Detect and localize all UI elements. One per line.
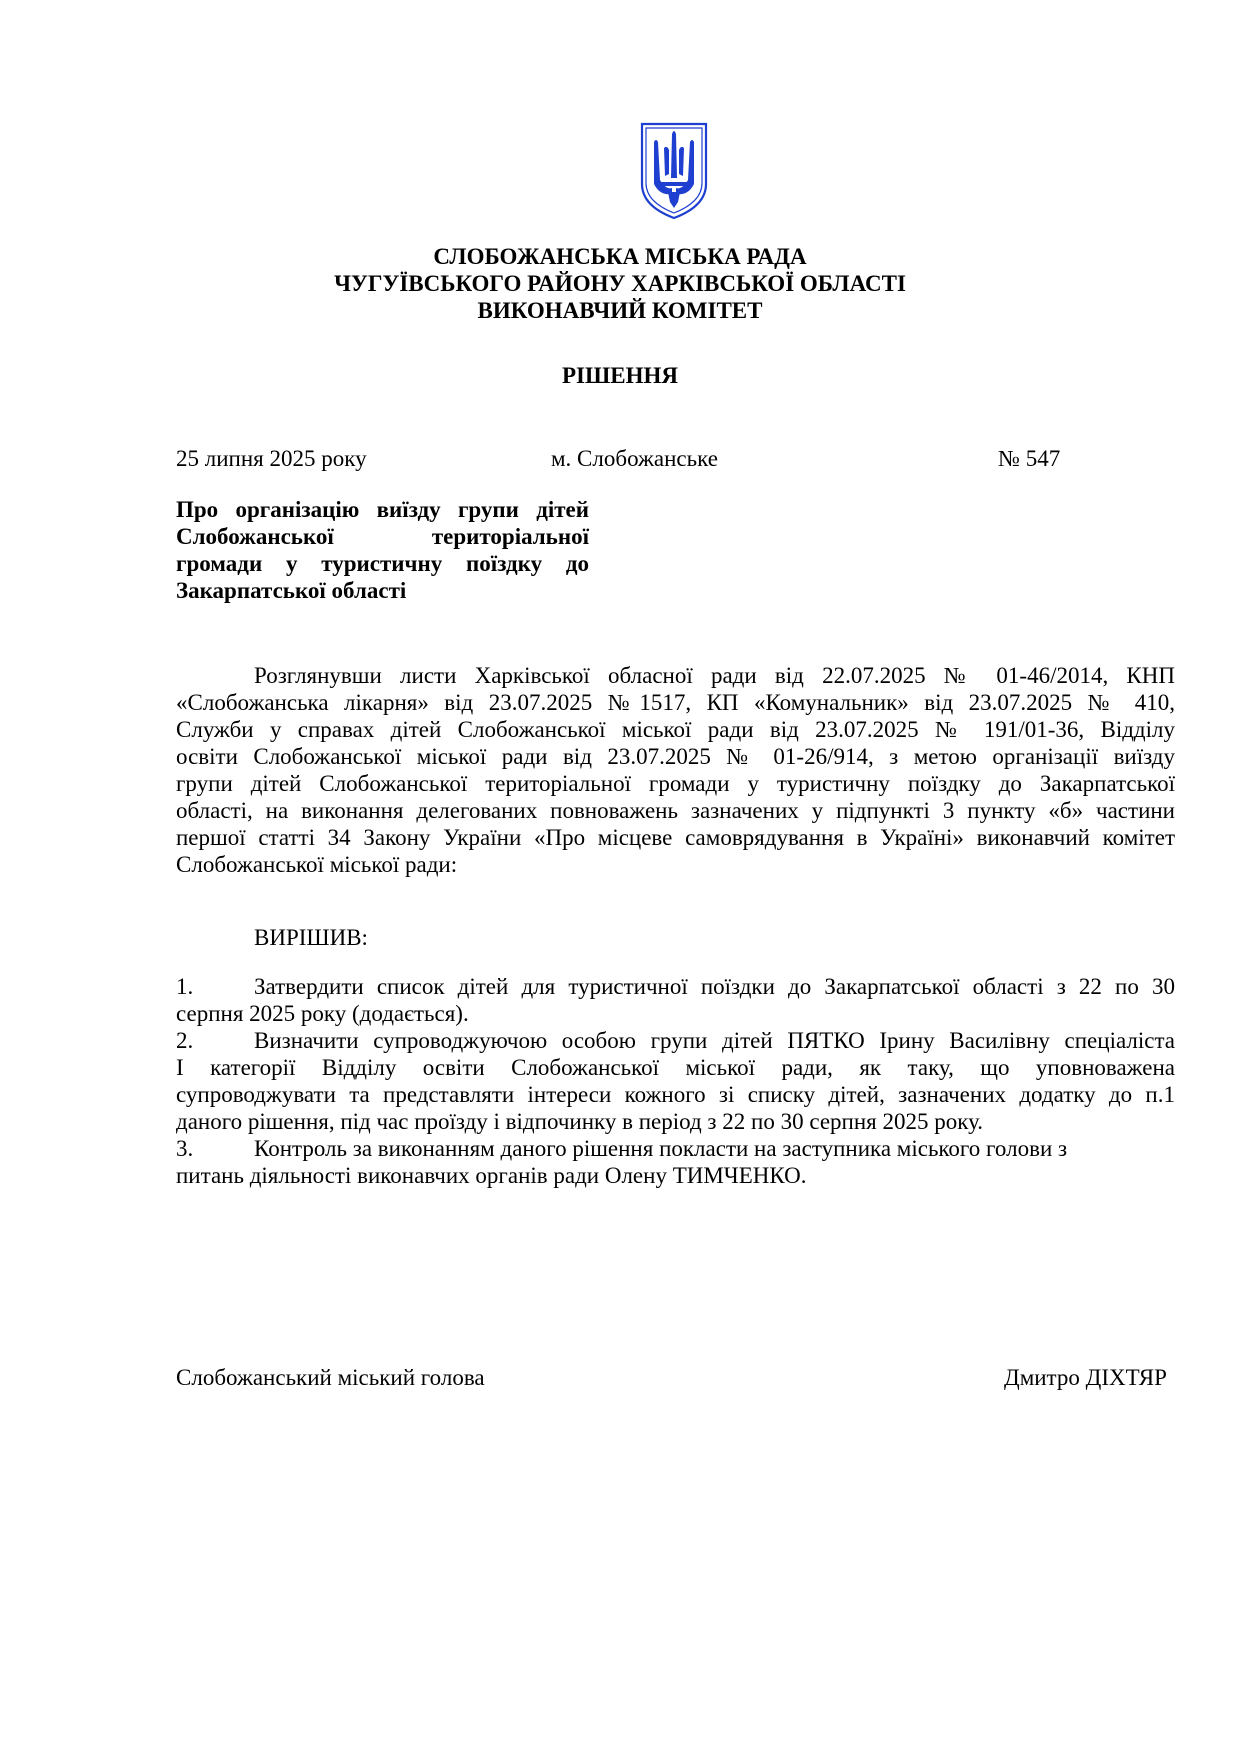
preamble-line: Розглянувши листи Харківської обласної ради від 22.07.2025 № 01-46/2014, КНП xyxy=(254,663,1175,688)
header-line-council: СЛОБОЖАНСЬКА МІСЬКА РАДА xyxy=(433,244,807,269)
preamble xyxy=(176,662,1175,878)
ukraine-trident-emblem-icon xyxy=(638,118,710,220)
subject-line: громади у туристичну поїздку до xyxy=(176,551,589,576)
preamble-line: Служби у справах дітей Слобожанської міської ради від 23.07.2025 № 191/01-36, Відділу xyxy=(176,717,1175,742)
subject-line: Слобожанської територіальної xyxy=(176,524,589,549)
item-number: 3. xyxy=(176,1136,194,1161)
document-title: РІШЕННЯ xyxy=(562,363,678,388)
item-text: І категорії Відділу освіти Слобожанської міської ради, як таку, що уповноважена xyxy=(176,1055,1175,1080)
item-number: 2. xyxy=(176,1028,194,1053)
item-text: Затвердити список дітей для туристичної поїздки до Закарпатської області з 22 по 30 xyxy=(254,974,1175,999)
item-number: 1. xyxy=(176,974,194,999)
item-text: питань діяльності виконавчих органів ради Олену ТИМЧЕНКО. xyxy=(176,1163,807,1188)
preamble-line: освіти Слобожанської міської ради від 23.07.2025 № 01-26/914, з метою організації виїзду xyxy=(176,744,1175,769)
preamble-line: групи дітей Слобожанської територіальної громади у туристичну поїздку до Закарпатської xyxy=(176,771,1175,796)
header-line-committee: ВИКОНАВЧИЙ КОМІТЕТ xyxy=(477,298,763,323)
signature-name: Дмитро ДІХТЯР xyxy=(1004,1365,1167,1390)
preamble-line: Слобожанської міської ради: xyxy=(176,852,458,877)
item-text: Контроль за виконанням даного рішення покласти на заступника міського голови з xyxy=(254,1136,1068,1161)
item-text: Визначити супроводжуючою особою групи дітей ПЯТКО Ірину Василівну спеціаліста xyxy=(254,1028,1175,1053)
decision-item xyxy=(176,1027,1175,1135)
preamble-line: першої статті 34 Закону України «Про місцеве самоврядування в Україні» виконавчий комітет xyxy=(176,825,1175,850)
decision-subject xyxy=(176,496,589,604)
signature-position: Слобожанський міський голова xyxy=(176,1365,485,1390)
council-header xyxy=(0,243,1240,324)
subject-line: Закарпатської області xyxy=(176,578,407,603)
decision-place: м. Слобожанське xyxy=(551,446,718,471)
decision-items xyxy=(176,973,1175,1189)
preamble-line: області, на виконання делегованих повноважень зазначених у підпункті 3 пункту «б» частини xyxy=(176,798,1175,823)
subject-line: Про організацію виїзду групи дітей xyxy=(176,497,589,522)
item-text: супроводжувати та представляти інтереси кожного зі списку дітей, зазначених додатку до п.1 xyxy=(176,1082,1175,1107)
item-text: серпня 2025 року (додається). xyxy=(176,1001,469,1026)
item-text: даного рішення, під час проїзду і відпочинку в період з 22 по 30 серпня 2025 року. xyxy=(176,1109,984,1134)
decision-item xyxy=(176,973,1175,1027)
decided-heading: ВИРІШИВ: xyxy=(254,925,368,950)
preamble-line: «Слобожанська лікарня» від 23.07.2025 №1517, КП «Комунальник» від 23.07.2025 № 410, xyxy=(176,690,1175,715)
decision-number: № 547 xyxy=(998,446,1061,471)
decision-date: 25 липня 2025 року xyxy=(176,446,367,471)
decision-item xyxy=(176,1135,1175,1189)
header-line-district: ЧУГУЇВСЬКОГО РАЙОНУ ХАРКІВСЬКОЇ ОБЛАСТІ xyxy=(334,271,906,296)
